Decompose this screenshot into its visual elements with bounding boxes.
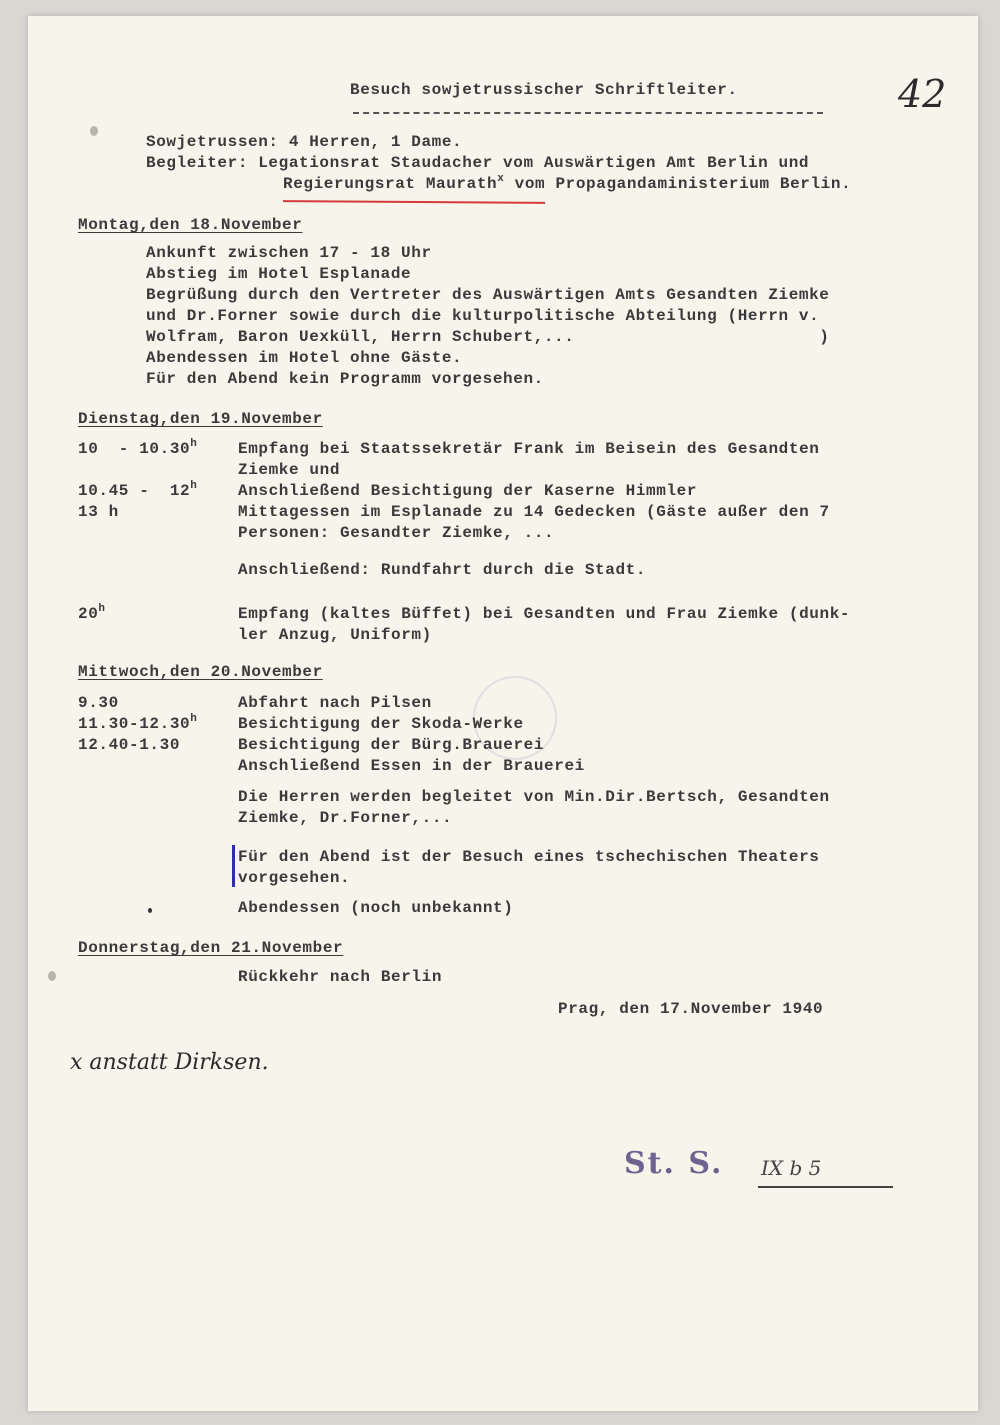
document-title: Besuch sowjetrussischer Schriftleiter. <box>350 81 738 99</box>
footnote-mark: x <box>497 173 505 185</box>
wednesday-entry: Für den Abend ist der Besuch eines tschechischen Theaters <box>238 848 820 866</box>
header-line-1: Sowjetrussen: 4 Herren, 1 Dame. <box>146 133 463 151</box>
wednesday-entry: Abfahrt nach Pilsen <box>238 694 432 712</box>
file-code: IX b 5 <box>761 1156 822 1180</box>
tuesday-entry: Empfang bei Staatssekretär Frank im Beisein des Gesandten <box>238 440 820 458</box>
signature-line <box>758 1186 893 1188</box>
thursday-entry: Rückkehr nach Berlin <box>238 968 443 986</box>
signature-stamp: St. S. <box>624 1146 724 1181</box>
tuesday-entry: Personen: Gesandter Ziemke, ... <box>238 524 555 542</box>
tuesday-entry: Ziemke und <box>238 461 341 479</box>
monday-line: Ankunft zwischen 17 - 18 Uhr <box>146 244 432 262</box>
thursday-heading: Donnerstag,den 21.November <box>78 939 344 957</box>
wednesday-entry: Besichtigung der Bürg.Brauerei <box>238 736 545 754</box>
punch-hole <box>48 971 56 981</box>
tuesday-entry: Empfang (kaltes Büffet) bei Gesandten und Frau Ziemke (dunk- <box>238 605 851 623</box>
monday-heading: Montag,den 18.November <box>78 216 303 234</box>
monday-line: Abendessen im Hotel ohne Gäste. <box>146 349 463 367</box>
wednesday-entry: Die Herren werden begleitet von Min.Dir.Bertsch, Gesandten <box>238 788 830 806</box>
monday-line: und Dr.Forner sowie durch die kulturpolitische Abteilung (Herrn v. <box>146 307 820 325</box>
monday-line: Wolfram, Baron Uexküll, Herrn Schubert,... ) <box>146 328 830 346</box>
blue-margin-mark <box>232 845 235 887</box>
tuesday-time: 10 - 10.30$^h$ <box>78 438 198 458</box>
red-underline <box>283 200 545 204</box>
wednesday-entry: vorgesehen. <box>238 869 351 887</box>
handwritten-note: x anstatt Dirksen. <box>70 1050 269 1075</box>
wednesday-entry: Ziemke, Dr.Forner,... <box>238 809 453 827</box>
wednesday-time: 9.30 <box>78 694 119 712</box>
tuesday-entry: Mittagessen im Esplanade zu 14 Gedecken (Gäste außer den 7 <box>238 503 830 521</box>
ink-dot <box>148 908 152 913</box>
header-line-3-rest: vom Propagandaministerium Berlin. <box>504 175 852 193</box>
tuesday-entry: ler Anzug, Uniform) <box>238 626 432 644</box>
maurath-name: Regierungsrat Maurath <box>283 175 498 193</box>
monday-line: Abstieg im Hotel Esplanade <box>146 265 412 283</box>
tuesday-entry: Anschließend: Rundfahrt durch die Stadt. <box>238 561 647 579</box>
wednesday-time: 11.30-12.30$^h$ <box>78 713 198 733</box>
header-line-2: Begleiter: Legationsrat Staudacher vom Auswärtigen Amt Berlin und <box>146 154 810 172</box>
wednesday-entry: Anschließend Essen in der Brauerei <box>238 757 585 775</box>
wednesday-entry: Besichtigung der Skoda-Werke <box>238 715 524 733</box>
monday-line: Begrüßung durch den Vertreter des Auswärtigen Amts Gesandten Ziemke <box>146 286 830 304</box>
wednesday-entry: Abendessen (noch unbekannt) <box>238 899 514 917</box>
monday-line: Für den Abend kein Programm vorgesehen. <box>146 370 544 388</box>
place-date: Prag, den 17.November 1940 <box>558 1000 824 1018</box>
header-line-3 <box>283 174 851 197</box>
tuesday-heading: Dienstag,den 19.November <box>78 410 323 428</box>
page-number: 42 <box>898 72 947 116</box>
document-page <box>28 16 978 1411</box>
wednesday-time: 12.40-1.30 <box>78 736 181 754</box>
tuesday-entry: Anschließend Besichtigung der Kaserne Himmler <box>238 482 698 500</box>
tuesday-time: 13 h <box>78 503 119 521</box>
tuesday-time: 20$^h$ <box>78 603 106 623</box>
title-rule <box>353 112 823 114</box>
tuesday-time: 10.45 - 12$^h$ <box>78 480 198 500</box>
punch-hole <box>90 126 98 136</box>
wednesday-heading: Mittwoch,den 20.November <box>78 663 323 681</box>
